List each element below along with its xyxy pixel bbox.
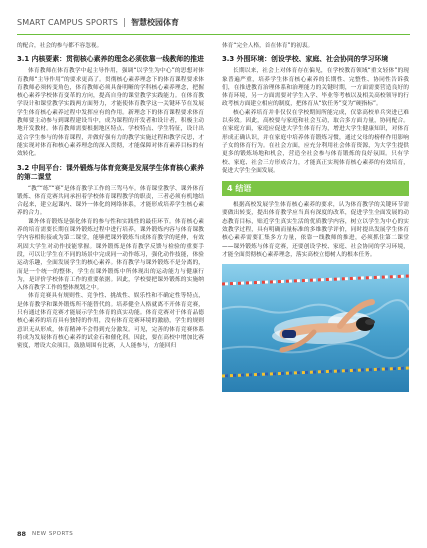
- page-footer: [17, 530, 73, 538]
- paragraph: 体育竞赛具有规则性、竞争性、挑战性、娱乐性和不确定性等特点，是体育教学和课外锻炼所不能替代的。培养健全人格就离不开体育竞赛，只有通过体育竞赛才能展示学生体育的真实功能。体育竞赛对于体育品德核心素养的培育具有独特的作用，没有体育竞赛环境的激励，学生的规则意识无从形成，体育精神不会得到充分激发。可见，完善的体育竞赛体系将成为发展体育核心素养的试金石和催化剂。因此，要在高校中增加比赛密度，增设大众项目，鼓励周围有比赛，人人能参与，方能回归: [17, 293, 204, 350]
- page-number: 88: [17, 530, 27, 538]
- paragraph: “教”“练”“赛”是体育教学工作的三驾马车。体育课堂教学、课外体育锻炼、体育竞赛共同承担着学校体育课程教学的职责，三者必须有机地结合起来，建立起课内、课外一体化的网络体系，才能形成培养学生核心素养的合力。: [17, 185, 204, 217]
- magazine-name: NEW SPORTS: [32, 531, 74, 537]
- paragraph: 课外体育锻炼是强化体育的参与性和实践性的最佳环节。体育核心素养的培育需要长期在课外锻炼过程中进行培养，课外锻炼内容与体育课教学内容相衔接或为第二课堂，能够把课外锻炼当成体育教学的延伸，有效巩固大学生对动作技能掌握。课外锻炼是体育教学反馈与检验的重要手段，可以让学生在不同的场景中完成同一动作练习，强化动作技能，体验运动乐趣，全面发展学生的核心素养。体育教学与课外锻炼不是分离的，而是一个统一的整体，学生在课外锻炼中所体现出的运动能力与健康行为，是评价学校体育工作的重要依据。因此，学校要把课外锻炼的实施纳入体育教学工作的整体规划之中。: [17, 218, 204, 292]
- paragraph: 核心素养培育并非仅仅在学校期间所能完成，仅靠高校单兵突进已难以奏效。因此，高校要与家庭和社会互动，取合多方面力量，协同配合。在家庭方面，家庭应促进大学生体育行为，增进大学生健康知识，对体育形成正确认识，并在家庭中培养体育锻炼习惯，通过父母的榜样作用影响子女的体育行为。在社会方面，应充分利用社会体育资源，为大学生提供更多的锻炼场地和机会，营造全社会参与体育锻炼的良好氛围。只有学校、家庭、社会三方形成合力，才能真正实现体育核心素养的有效培育，促进大学生全面发展。: [222, 109, 409, 174]
- magazine-brand: SMART CAMPUS SPORTS: [17, 17, 119, 27]
- paragraph: 体育教师在体育教学中起主导作用，强调“以学生为中心”的思想对体育教师“主导作用”的要求更高了。贯彻核心素养理念下的体育课程要求体育教师必须转变角色，体育教师必须具备明晰的学科核心素养理念，把握核心素养学校体育变革的方向，提高自身的课堂教学实践能力。在体育教学设计和课堂教学实践两方面努力，才能使体育教学这一关键环节在发展学生体育核心素养过程中发挥应有的作用。新理念下的体育课程要求体育教师要主动参与到课程建设当中，成为课程的开发者和设计者，积极主动地开发教材。体育教师需要根据地区特点、学校特点、学生特征，设计出适合学生参与的体育课程，并做好强有力的教学实施过程和教学反思，才能实现对体育和核心素养理念的深入贯彻，才能保障对体育素养目标的有效转化。: [17, 68, 204, 158]
- section-heading-3-2: 3.2 中间平台：课外锻炼与体育竞赛是发展学生体育核心素养的第二课堂: [17, 163, 204, 181]
- section-heading-3-1: 3.1 内核要素：贯彻核心素养的理念必须依靠一线教师的推进: [17, 55, 204, 64]
- conclusion-banner: [222, 181, 409, 196]
- paragraph: 长期以来，社会上对体育存在偏见，在学校教育领域“重文轻体”的现象普遍严重，培养学生体育核心素养的长期性、完整性、协同性告诉我们，在推进教育治理体系和治理能力的关键时期，一方面需要营造良好的体育环境，另一方面需要对学生入学、毕业等考核以及相关高校领导的行政考核方面建立相应的制度，把体育从“软任务”变为“硬指标”。: [222, 68, 409, 108]
- left-column: [17, 42, 204, 502]
- section-title: 智慧校园体育: [131, 17, 180, 27]
- paragraph: 体育“完全人格，首在体育”的初衷。: [222, 43, 314, 49]
- right-column: [222, 42, 409, 512]
- conclusion-heading: 4 结语: [227, 183, 252, 193]
- swimmer-photo: [222, 264, 409, 392]
- header-rule: [17, 34, 410, 35]
- masthead: [17, 14, 179, 30]
- masthead-divider: [124, 18, 125, 27]
- section-heading-3-3: 3.3 外围环境：创设学校、家庭、社会协同的学习环境: [222, 55, 389, 64]
- paragraph: 的配合，社会的参与都不容忽视。: [17, 43, 103, 49]
- swimmer-illustration: [222, 264, 409, 392]
- paragraph: 根据高校发展学生体育核心素养的要求，认为体育教学的关键环节需要做出转变，提出体育教学应当真有深度的改革，促进学生全面发展的动态教育目标，贴近学生真实生活的优质教学内容，树立以学生为中心的实效教学过程，具有明确而量标准的多维教学评价，同时提出发展学生体育核心素养需要汇集多方力量，依靠一线教师的推进，必须抓住第二课堂——课外锻炼与体育竞赛，还要创设学校、家庭、社会协同的学习环境，才能全面贯彻核心素养理念，落实高校立德树人的根本任务。: [222, 202, 409, 258]
